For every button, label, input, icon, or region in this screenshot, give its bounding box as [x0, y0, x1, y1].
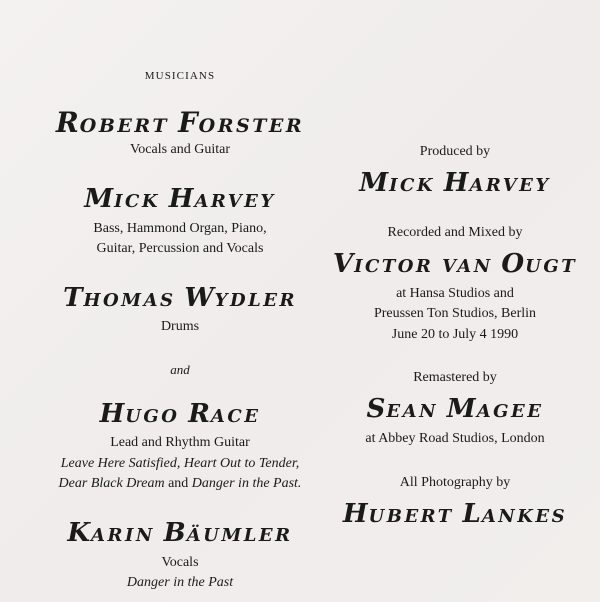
- musician-name-robert-forster: [20, 108, 340, 138]
- connector-and: and: [170, 361, 190, 377]
- musician-role: Drums: [160, 319, 200, 335]
- track-title: Danger in the Past.: [191, 476, 302, 492]
- musician-role: Vocals: [161, 554, 199, 570]
- name-part: ARVEY: [469, 175, 551, 197]
- credit-detail: at Hansa Studios and: [396, 285, 514, 301]
- name-part: ANKES: [481, 505, 568, 527]
- name-initial: T: [63, 281, 84, 313]
- musician-tracks-line: Danger in the Past: [126, 575, 234, 591]
- credit-name-mick-harvey: [330, 169, 580, 198]
- name-part: EAN: [386, 401, 447, 423]
- name-initial: H: [443, 167, 470, 199]
- name-initial: H: [99, 397, 126, 429]
- credit-label-all-photography-by: All Photography by: [399, 474, 511, 490]
- name-part: AGEE: [476, 401, 544, 423]
- musician-role: Bass, Hammond Organ, Piano,: [93, 220, 267, 236]
- credit-detail: at Abbey Road Studios, London: [365, 431, 545, 447]
- name-initial: H: [168, 182, 195, 214]
- musician-tracks-line: Leave Here Satisfied, Heart Out to Tender,: [60, 455, 300, 471]
- credit-detail: Preussen Ton Studios, Berlin: [373, 306, 537, 322]
- section-heading-musicians: MUSICIANS: [144, 70, 216, 82]
- name-initial: M: [84, 182, 115, 214]
- name-part: ARIN: [91, 524, 164, 546]
- name-part: OBERT: [79, 115, 179, 137]
- musician-role: Vocals and Guitar: [129, 142, 231, 158]
- name-part: ARVEY: [194, 190, 276, 212]
- name-initial: R: [188, 397, 211, 429]
- name-part: YDLER: [214, 289, 297, 311]
- name-part: ICK: [389, 175, 444, 197]
- name-initial: K: [67, 516, 92, 548]
- name-part: ACE: [210, 405, 261, 427]
- name-part: ICK: [114, 190, 169, 212]
- credit-label-remastered-by: Remastered by: [413, 370, 497, 386]
- name-initial: W: [184, 281, 215, 313]
- name-initial: M: [446, 393, 477, 425]
- name-part: UBERT: [368, 505, 463, 527]
- name-part: ÄUMLER: [186, 524, 293, 546]
- musician-name-mick-harvey: [20, 182, 340, 214]
- name-part: ICTOR VAN: [354, 256, 502, 278]
- musician-role: Lead and Rhythm Guitar: [110, 435, 250, 451]
- name-initial: L: [462, 497, 482, 529]
- name-initial: O: [501, 248, 526, 280]
- name-part: HOMAS: [83, 289, 185, 311]
- musician-name-karin-baumler: [20, 516, 340, 548]
- name-initial: M: [359, 167, 390, 199]
- musician-role: Guitar, Percussion and Vocals: [96, 241, 264, 256]
- name-initial: S: [366, 393, 387, 425]
- musicians-column: [20, 0, 340, 592]
- track-title: Dear Black Dream: [58, 476, 165, 492]
- musician-name-thomas-wydler: [20, 281, 340, 313]
- credit-label-recorded-mixed-by: Recorded and Mixed by: [387, 224, 523, 240]
- name-part: UGT: [525, 256, 578, 278]
- name-initial: B: [163, 516, 187, 548]
- credit-name-victor-van-vugt: [330, 250, 580, 279]
- production-credits-column: [330, 0, 580, 529]
- credit-label-produced-by: Produced by: [419, 144, 491, 159]
- name-part: ORSTER: [198, 115, 305, 137]
- name-initial: R: [55, 107, 80, 139]
- musician-tracks-line: [20, 475, 340, 493]
- credit-name-sean-magee: [330, 395, 580, 424]
- credit-detail: June 20 to July 4 1990: [391, 326, 519, 342]
- musician-name-hugo-race: [20, 397, 340, 429]
- name-initial: F: [178, 107, 199, 139]
- credit-name-hubert-lankes: [330, 497, 580, 529]
- name-initial: V: [332, 248, 355, 280]
- name-initial: H: [342, 497, 369, 529]
- name-part: UGO: [125, 405, 189, 427]
- track-conjunction: and: [164, 476, 192, 492]
